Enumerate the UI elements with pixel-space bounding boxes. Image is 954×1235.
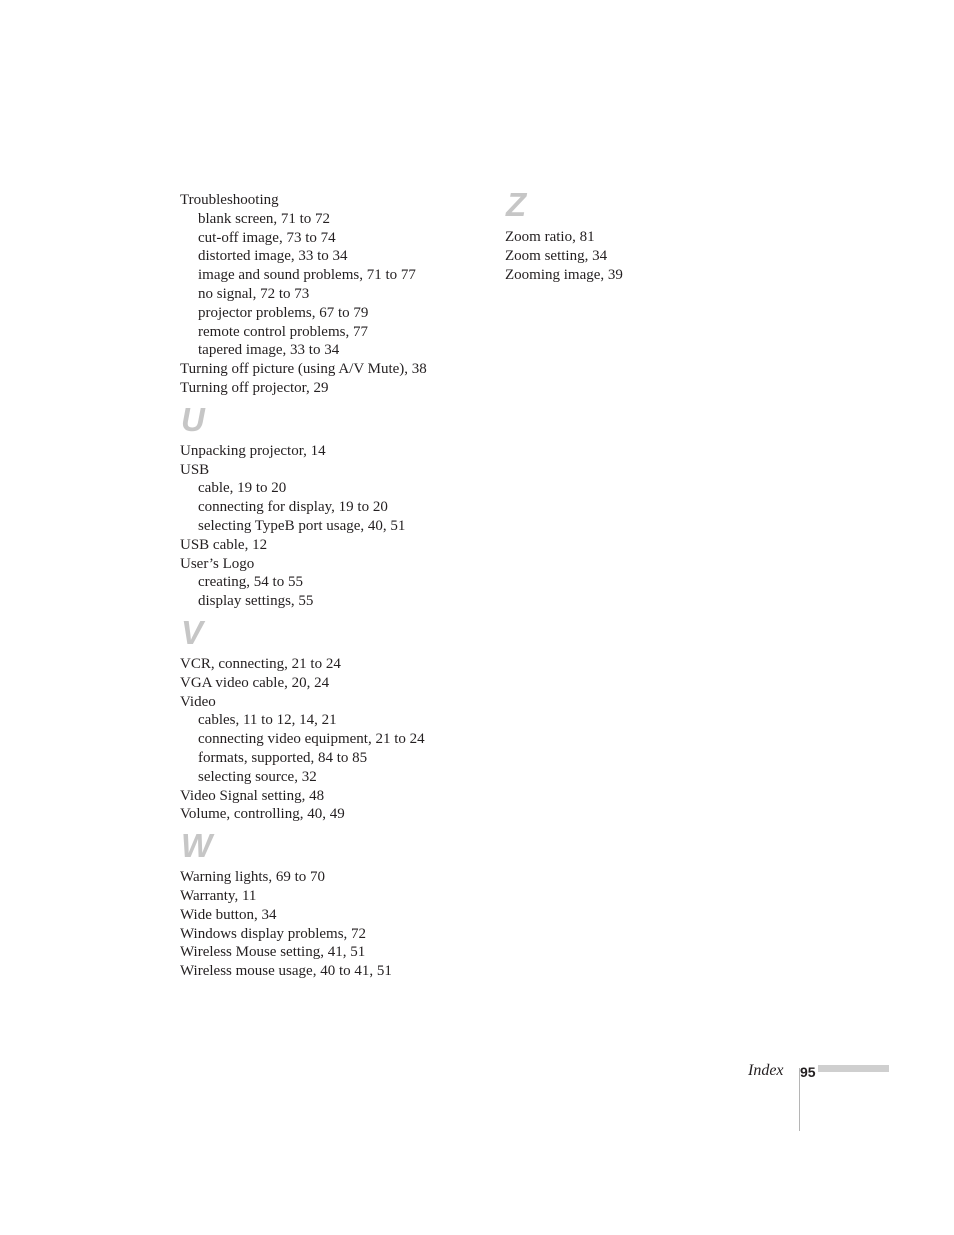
index-entry: USB <box>180 461 210 478</box>
index-entry: Troubleshooting <box>180 192 279 208</box>
section-letter-u: U <box>181 400 205 438</box>
index-subentry: tapered image, 33 to 34 <box>198 342 340 359</box>
section-letter-z: Z <box>506 186 527 223</box>
index-entry: Turning off projector, 29 <box>180 379 329 396</box>
index-subentry: cable, 19 to 20 <box>198 480 287 497</box>
index-entry: Warranty, 11 <box>180 887 257 904</box>
index-entry: Volume, controlling, 40, 49 <box>180 806 345 823</box>
index-subentry: selecting TypeB port usage, 40, 51 <box>198 517 406 534</box>
index-entry: Wireless mouse usage, 40 to 41, 51 <box>180 963 392 980</box>
footer-section-label: Index <box>748 1062 784 1079</box>
index-column-left <box>180 191 480 981</box>
index-subentry: blank screen, 71 to 72 <box>198 210 331 227</box>
index-subentry: creating, 54 to 55 <box>198 574 303 591</box>
index-entry: Turning off picture (using A/V Mute), 38 <box>180 361 427 378</box>
index-entry: Warning lights, 69 to 70 <box>180 869 326 886</box>
section-letter-w: W <box>181 827 213 865</box>
index-entry: Zoom setting, 34 <box>505 247 608 264</box>
page-number: 95 <box>800 1064 816 1080</box>
index-subentry: distorted image, 33 to 34 <box>198 248 348 265</box>
index-entry: User’s Logo <box>180 555 255 572</box>
index-subentry: cables, 11 to 12, 14, 21 <box>198 712 337 729</box>
index-entry: Video <box>180 693 216 710</box>
index-entry: Windows display problems, 72 <box>180 925 367 942</box>
index-entry: Zoom ratio, 81 <box>505 229 595 245</box>
index-subentry: connecting for display, 19 to 20 <box>198 499 388 516</box>
index-entry: USB cable, 12 <box>180 536 268 553</box>
index-entry: Unpacking projector, 14 <box>180 442 326 459</box>
index-subentry: projector problems, 67 to 79 <box>198 304 369 321</box>
index-entry: Video Signal setting, 48 <box>180 787 325 804</box>
index-subentry: cut-off image, 73 to 74 <box>198 229 336 246</box>
index-subentry: formats, supported, 84 to 85 <box>198 749 368 766</box>
index-entry: VGA video cable, 20, 24 <box>180 674 330 691</box>
index-subentry: remote control problems, 77 <box>198 323 368 340</box>
index-subentry: no signal, 72 to 73 <box>198 285 310 302</box>
footer-accent-bar <box>818 1065 889 1072</box>
index-subentry: display settings, 55 <box>198 593 314 610</box>
index-entry: VCR, connecting, 21 to 24 <box>180 655 341 672</box>
index-entry: Wide button, 34 <box>180 906 277 923</box>
index-subentry: selecting source, 32 <box>198 768 317 785</box>
index-subentry: image and sound problems, 71 to 77 <box>198 267 416 284</box>
index-column-right <box>505 186 805 284</box>
section-letter-v: V <box>181 613 204 651</box>
index-subentry: connecting video equipment, 21 to 24 <box>198 731 425 748</box>
index-entry: Zooming image, 39 <box>505 266 623 283</box>
index-entry: Wireless Mouse setting, 41, 51 <box>180 944 366 961</box>
